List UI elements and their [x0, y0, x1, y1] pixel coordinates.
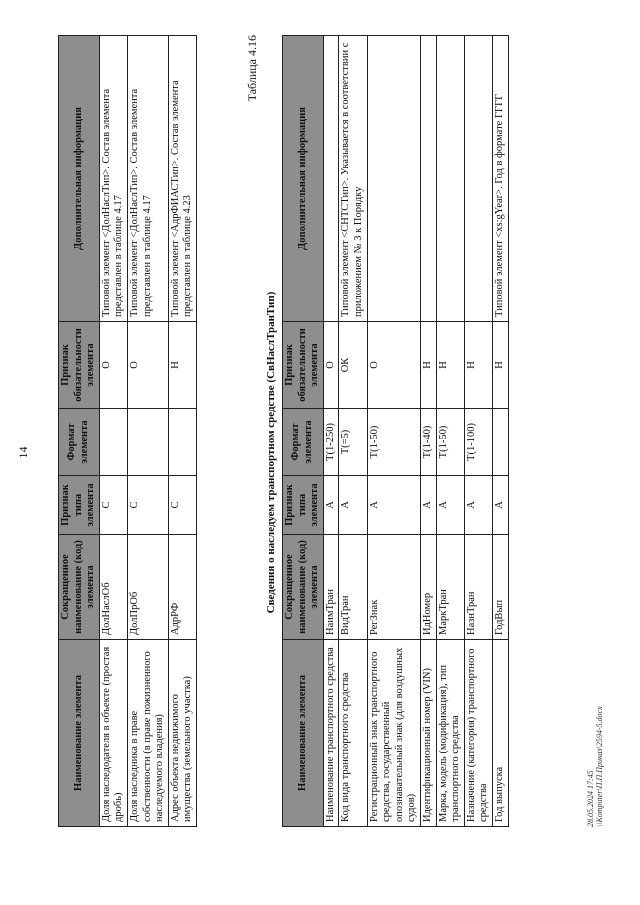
col-header-code: Сокращенное наименование (код) элемента	[283, 535, 324, 640]
table-title: Сведения о наследуем транспортном средстве (СвНаслТранТип)	[265, 291, 277, 614]
cell-required: ОК	[339, 322, 367, 409]
cell-format: Т(1-40)	[420, 409, 436, 476]
table-transport	[282, 35, 509, 827]
cell-required: Н	[168, 322, 196, 409]
cell-name: Доля наследодателя в объекте (простая дробь)	[99, 640, 127, 827]
col-header-format: Формат элемента	[59, 409, 100, 476]
cell-code: ГодВып	[492, 535, 508, 640]
table-header-row	[59, 36, 100, 827]
table-caption: Таблица 4.16	[245, 35, 259, 102]
cell-code: НазнТран	[464, 535, 492, 640]
table-row	[464, 36, 492, 827]
cell-name: Адрес объекта недвижимого имущества (земельного участка)	[168, 640, 196, 827]
cell-code: НаимТран	[323, 535, 339, 640]
cell-code: АдрРФ	[168, 535, 196, 640]
cell-format: Т(1-250)	[323, 409, 339, 476]
cell-info: Типовой элемент <ДолНаслТип>. Состав элемента представлен в таблице 4.17	[99, 36, 127, 322]
cell-type: А	[436, 476, 464, 535]
cell-format: Т(1-50)	[367, 409, 420, 476]
cell-format	[168, 409, 196, 476]
cell-name: Марка, модель (модификация), тип транспортного средства	[436, 640, 464, 827]
col-header-name: Наименование элемента	[59, 640, 100, 827]
cell-required: Н	[492, 322, 508, 409]
footer-date: 28.05.2024 17:45	[586, 770, 595, 827]
table2-body	[323, 36, 508, 827]
col-header-required: Признак обязательности элемента	[59, 322, 100, 409]
cell-info	[436, 36, 464, 322]
cell-name: Наименование транспортного средства	[323, 640, 339, 827]
cell-format: Т(=5)	[339, 409, 367, 476]
cell-info	[367, 36, 420, 322]
cell-required: О	[99, 322, 127, 409]
cell-code: МаркТран	[436, 535, 464, 640]
cell-info	[464, 36, 492, 322]
cell-code: РегЗнак	[367, 535, 420, 640]
cell-code: ДолНаслОб	[99, 535, 127, 640]
cell-type: А	[323, 476, 339, 535]
cell-required: О	[127, 322, 168, 409]
cell-type: А	[420, 476, 436, 535]
table1-body	[99, 36, 196, 827]
page-number: 14	[16, 446, 30, 459]
cell-info: Типовой элемент <xs:gYear>. Год в формате ГГГГ	[492, 36, 508, 322]
col-header-type: Признак типа элемента	[283, 476, 324, 535]
table-row	[367, 36, 420, 827]
cell-format	[492, 409, 508, 476]
table-row	[420, 36, 436, 827]
table-header-row	[283, 36, 324, 827]
col-header-required: Признак обязательности элемента	[283, 322, 324, 409]
table-row	[127, 36, 168, 827]
table-row	[99, 36, 127, 827]
cell-type: А	[339, 476, 367, 535]
cell-code: ВидТран	[339, 535, 367, 640]
cell-code: ИдНомер	[420, 535, 436, 640]
cell-name: Назначение (категория) транспортного средства	[464, 640, 492, 827]
cell-code: ДолПрОб	[127, 535, 168, 640]
cell-name: Идентификационный номер (VIN)	[420, 640, 436, 827]
col-header-type: Признак типа элемента	[59, 476, 100, 535]
cell-type: С	[127, 476, 168, 535]
cell-name: Код вида транспортного средства	[339, 640, 367, 827]
cell-format: Т(1-100)	[464, 409, 492, 476]
cell-format	[99, 409, 127, 476]
cell-name: Доля наследника в праве собственности (в праве пожизненного наследуемого владения)	[127, 640, 168, 827]
cell-type: А	[492, 476, 508, 535]
cell-type: С	[99, 476, 127, 535]
cell-info	[323, 36, 339, 322]
cell-format: Т(1-50)	[436, 409, 464, 476]
cell-required: О	[323, 322, 339, 409]
table-continuation	[58, 35, 197, 827]
col-header-name: Наименование элемента	[283, 640, 324, 827]
cell-type: А	[464, 476, 492, 535]
cell-info	[420, 36, 436, 322]
cell-required: О	[367, 322, 420, 409]
table-row	[436, 36, 464, 827]
footer-path: \\Komputer\П.П.Приказ\2594-5.docx	[595, 706, 605, 827]
cell-required: Н	[464, 322, 492, 409]
table-row	[323, 36, 339, 827]
cell-name: Год выпуска	[492, 640, 508, 827]
table-row	[492, 36, 508, 827]
cell-info: Типовой элемент <АдрФИАСТип>. Состав элемента представлен в таблице 4.23	[168, 36, 196, 322]
footer-stamp	[586, 706, 604, 827]
cell-format	[127, 409, 168, 476]
table-row	[339, 36, 367, 827]
cell-type: А	[367, 476, 420, 535]
col-header-info: Дополнительная информация	[59, 36, 100, 322]
table-row	[168, 36, 196, 827]
cell-info: Типовой элемент <ДолНаслТип>. Состав элемента представлен в таблице 4.17	[127, 36, 168, 322]
cell-required: Н	[436, 322, 464, 409]
cell-type: С	[168, 476, 196, 535]
col-header-code: Сокращенное наименование (код) элемента	[59, 535, 100, 640]
col-header-format: Формат элемента	[283, 409, 324, 476]
cell-required: Н	[420, 322, 436, 409]
cell-info: Типовой элемент <СНТСТип>. Указывается в соответствии с приложением № 3 к Порядку	[339, 36, 367, 322]
col-header-info: Дополнительная информация	[283, 36, 324, 322]
cell-name: Регистрационный знак транспортного средства, государственный опознавательный знак (для воздушных судов)	[367, 640, 420, 827]
